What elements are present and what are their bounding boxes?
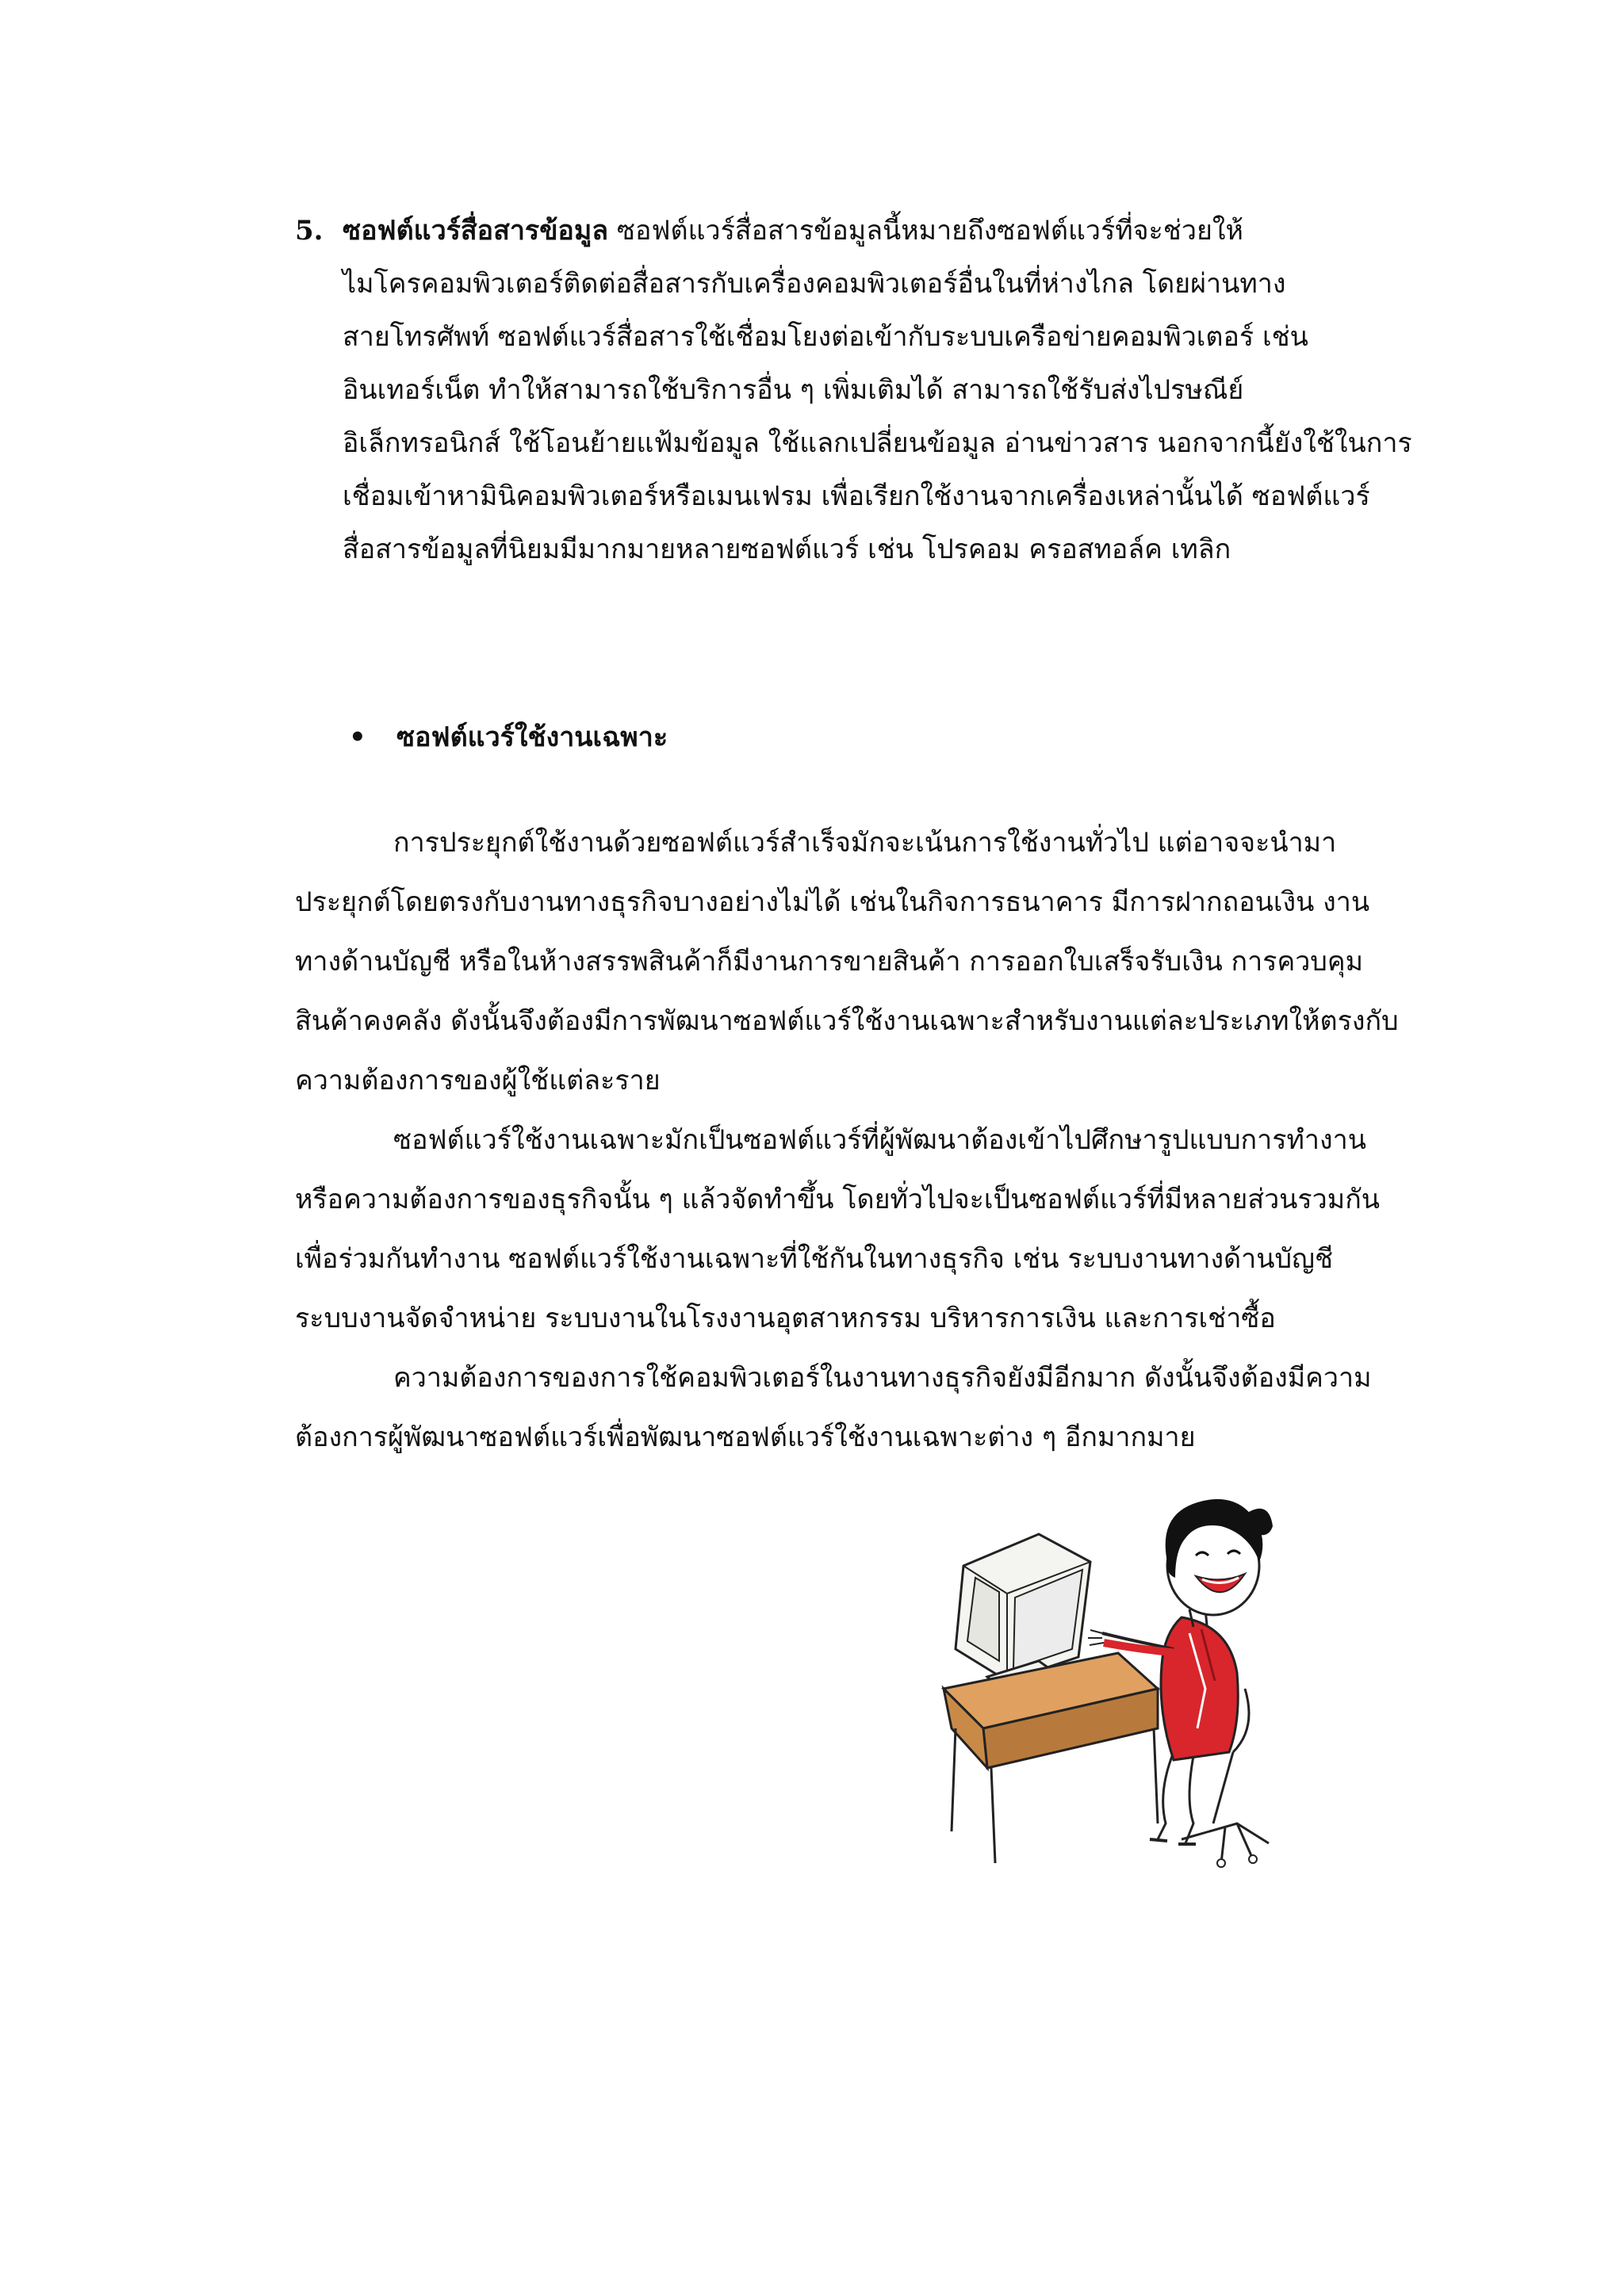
paragraph-line: ระบบงานจัดจำหน่าย ระบบงานในโรงงานอุตสาหกรรม บริหารการเงิน และการเช่าซื้อ [295, 1303, 1276, 1334]
paragraph-line: ต้องการผู้พัฒนาซอฟต์แวร์เพื่อพัฒนาซอฟต์แวร์ใช้งานเฉพาะต่าง ๆ อีกมากมาย [295, 1422, 1196, 1453]
paragraph-line: ประยุกต์โดยตรงกับงานทางธุรกิจบางอย่างไม่ได้ เช่นในกิจการธนาคาร มีการฝากถอนเงิน งาน [295, 886, 1370, 918]
section-number: 5. [295, 215, 324, 247]
section-text-line: อินเทอร์เน็ต ทำให้สามารถใช้บริการอื่น ๆ เพิ่มเติมได้ สามารถใช้รับส่งไปรษณีย์ [343, 374, 1244, 406]
bullet-heading-text: ซอฟต์แวร์ใช้งานเฉพาะ [396, 721, 668, 753]
section-5-first-line [295, 205, 1429, 258]
section-text-line: สื่อสารข้อมูลที่นิยมมีมากมายหลายซอฟต์แวร์ เช่น โปรคอม ครอสทอล์ค เทลิก [343, 534, 1231, 565]
section-title: ซอฟต์แวร์สื่อสารข้อมูล [343, 215, 609, 247]
paragraph-line: ซอฟต์แวร์ใช้งานเฉพาะมักเป็นซอฟต์แวร์ที่ผู้พัฒนาต้องเข้าไปศึกษารูปแบบการทำงาน [393, 1124, 1366, 1156]
bullet-icon: • [349, 721, 366, 753]
section-text-line: สายโทรศัพท์ ซอฟต์แวร์สื่อสารใช้เชื่อมโยงต่อเข้ากับระบบเครือข่ายคอมพิวเตอร์ เช่น [343, 321, 1308, 353]
paragraph-line: หรือความต้องการของธุรกิจนั้น ๆ แล้วจัดทำขึ้น โดยทั่วไปจะเป็นซอฟต์แวร์ที่มีหลายส่วนรวมกัน [295, 1184, 1381, 1215]
paragraph-line: เพื่อร่วมกันทำงาน ซอฟต์แวร์ใช้งานเฉพาะที่ใช้กันในทางธุรกิจ เช่น ระบบงานทางด้านบัญชี [295, 1243, 1334, 1275]
paragraph-line: ทางด้านบัญชี หรือในห้างสรรพสินค้าก็มีงานการขายสินค้า การออกใบเสร็จรับเงิน การควบคุม [295, 946, 1364, 978]
body-paragraphs [295, 813, 1429, 1468]
paragraph-line: ความต้องการของการใช้คอมพิวเตอร์ในงานทางธุรกิจยังมีอีกมาก ดังนั้นจึงต้องมีความ [393, 1362, 1372, 1394]
section-text-line: ซอฟต์แวร์สื่อสารข้อมูลนี้หมายถึงซอฟต์แวร์ที่จะช่วยให้ [616, 215, 1243, 247]
woman-at-computer-illustration [920, 1490, 1300, 1871]
section-5-paragraph [295, 205, 1429, 576]
illustration-svg [920, 1490, 1300, 1871]
section-text-line: ไมโครคอมพิวเตอร์ติดต่อสื่อสารกับเครื่องคอมพิวเตอร์อื่นในที่ห่างไกล โดยผ่านทาง [343, 268, 1286, 300]
section-text-line: เชื่อมเข้าหามินิคอมพิวเตอร์หรือเมนเฟรม เพื่อเรียกใช้งานจากเครื่องเหล่านั้นได้ ซอฟต์แวร์ [343, 480, 1370, 512]
desk-icon [944, 1653, 1158, 1863]
paragraph-line: สินค้าคงคลัง ดังนั้นจึงต้องมีการพัฒนาซอฟต์แวร์ใช้งานเฉพาะสำหรับงานแต่ละประเภทให้ตรงกับ [295, 1005, 1399, 1037]
section-5-first-line-text [343, 205, 1243, 258]
section-text-line: อิเล็กทรอนิกส์ ใช้โอนย้ายแฟ้มข้อมูล ใช้แลกเปลี่ยนข้อมูล อ่านข่าวสาร นอกจากนี้ยังใช้ในการ [343, 427, 1412, 459]
paragraph-line: การประยุกต์ใช้งานด้วยซอฟต์แวร์สำเร็จมักจะเน้นการใช้งานทั่วไป แต่อาจจะนำมา [393, 827, 1337, 859]
bullet-heading [349, 715, 668, 760]
paragraph-line: ความต้องการของผู้ใช้แต่ละราย [295, 1065, 661, 1096]
